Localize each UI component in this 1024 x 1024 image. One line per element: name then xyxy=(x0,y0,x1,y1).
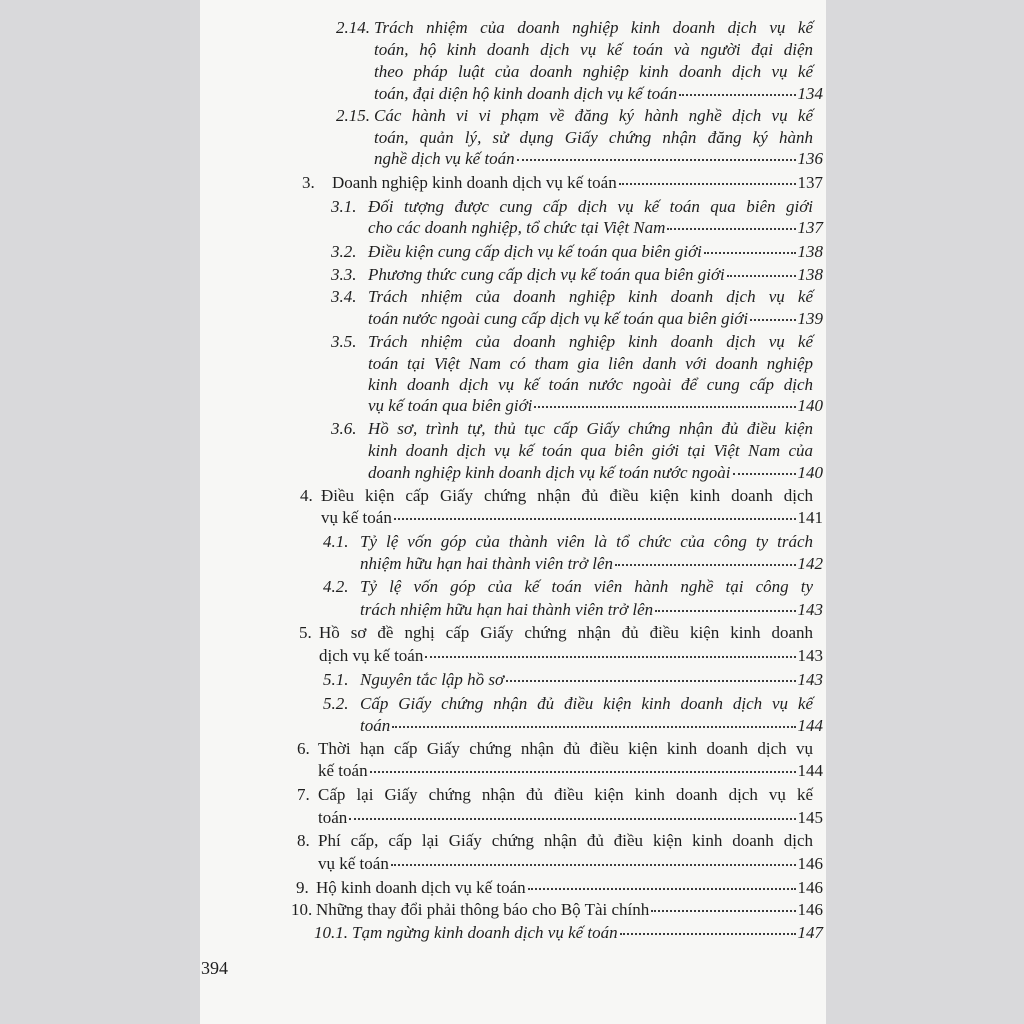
toc-entry-title: nghề dịch vụ kế toán xyxy=(374,149,515,168)
toc-entry-number: 9. xyxy=(296,878,309,897)
toc-entry-number: 10. xyxy=(291,900,313,919)
toc-entry-number: 3.4. xyxy=(331,287,357,306)
toc-entry-title: Tỷ lệ vốn góp của kế toán viên hành nghề tại công ty xyxy=(360,577,813,596)
toc-entry-page: 144 xyxy=(797,761,823,780)
toc-entry xyxy=(323,532,813,552)
toc-entry-title: toán, quản lý, sử dụng Giấy chứng nhận đăng ký hành xyxy=(374,128,813,147)
toc-entry-title: dịch vụ kế toán xyxy=(319,646,424,665)
dot-leader xyxy=(733,472,796,475)
toc-entry-number: 4.1. xyxy=(323,532,349,551)
toc-entry xyxy=(323,694,813,714)
dot-leader xyxy=(370,770,796,773)
toc-entry-page: 146 xyxy=(797,854,823,873)
toc-entry-page: 136 xyxy=(797,149,823,168)
dot-leader xyxy=(615,563,795,566)
toc-entry-number: 8. xyxy=(297,831,310,850)
dot-leader xyxy=(655,609,795,612)
toc-entry-title: Cấp lại Giấy chứng nhận đủ điều kiện kinh doanh dịch vụ kế xyxy=(318,785,813,804)
toc-entry-title: toán xyxy=(360,716,391,735)
toc-entry-title: Trách nhiệm của doanh nghiệp kinh doanh dịch vụ kế xyxy=(368,332,813,351)
dot-leader xyxy=(392,725,795,728)
toc-entry xyxy=(368,396,823,416)
toc-entry-title: trách nhiệm hữu hạn hai thành viên trở lên xyxy=(360,600,654,619)
dot-leader xyxy=(391,863,796,866)
toc-entry xyxy=(368,309,823,329)
toc-entry xyxy=(323,577,813,597)
toc-entry-number: 2.14. xyxy=(336,18,370,37)
toc-entry-number: 5.2. xyxy=(323,694,349,713)
toc-entry-title: kinh doanh dịch vụ kế toán qua biên giới tại Việt Nam của xyxy=(368,441,813,460)
toc-entry-number: 10.1. xyxy=(314,923,348,942)
dot-leader xyxy=(651,909,795,912)
toc-entry xyxy=(336,18,813,38)
toc-entry-page: 146 xyxy=(797,900,823,919)
toc-entry-page: 143 xyxy=(797,670,823,689)
dot-leader xyxy=(534,405,795,408)
dot-leader xyxy=(750,318,795,321)
toc-entry-title: Hồ sơ, trình tự, thủ tục cấp Giấy chứng nhận đủ điều kiện xyxy=(368,419,813,438)
toc-entry xyxy=(336,106,813,126)
toc-entry xyxy=(323,670,823,690)
toc-entry-page: 137 xyxy=(797,173,823,192)
toc-entry xyxy=(374,62,813,82)
toc-entry-title: Những thay đổi phải thông báo cho Bộ Tài chính xyxy=(316,900,650,919)
toc-entry-page: 146 xyxy=(797,878,823,897)
toc-entry-page: 142 xyxy=(797,554,823,573)
dot-leader xyxy=(667,227,795,230)
toc-entry-title: Đối tượng được cung cấp dịch vụ kế toán qua biên giới xyxy=(368,197,813,216)
toc-entry xyxy=(368,441,813,461)
toc-entry-title: Phí cấp, cấp lại Giấy chứng nhận đủ điều kiện kinh doanh dịch xyxy=(318,831,813,850)
toc-entry-title: toán tại Việt Nam có tham gia liên danh với doanh nghiệp xyxy=(368,354,813,373)
dot-leader xyxy=(425,655,795,658)
toc-entry-number: 3.2. xyxy=(331,242,357,261)
toc-entry xyxy=(360,554,823,574)
toc-entry-number: 4. xyxy=(300,486,313,505)
toc-entry-title: Thời hạn cấp Giấy chứng nhận đủ điều kiện kinh doanh dịch vụ xyxy=(318,739,813,758)
toc-entry-title: Trách nhiệm của doanh nghiệp kinh doanh dịch vụ kế xyxy=(368,287,813,306)
book-page xyxy=(200,0,826,1024)
toc-entry xyxy=(318,854,823,874)
toc-entry xyxy=(318,761,823,781)
toc-entry-number: 5. xyxy=(299,623,312,642)
toc-entry-page: 143 xyxy=(797,646,823,665)
toc-entry xyxy=(302,173,823,193)
toc-entry xyxy=(314,923,823,943)
toc-entry xyxy=(299,623,813,643)
toc-entry-page: 138 xyxy=(797,265,823,284)
toc-entry xyxy=(331,242,823,262)
dot-leader xyxy=(349,817,795,820)
dot-leader xyxy=(679,93,795,96)
toc-entry xyxy=(374,40,813,60)
toc-entry xyxy=(368,375,813,395)
toc-entry-page: 139 xyxy=(797,309,823,328)
toc-entry-page: 147 xyxy=(797,923,823,942)
toc-entry-page: 138 xyxy=(797,242,823,261)
toc-entry xyxy=(296,878,823,898)
toc-entry-title: vụ kế toán xyxy=(318,854,389,873)
toc-entry xyxy=(331,332,813,352)
toc-entry xyxy=(319,646,823,666)
toc-entry xyxy=(360,716,823,736)
toc-entry-page: 137 xyxy=(797,218,823,237)
toc-entry-page: 145 xyxy=(797,808,823,827)
toc-entry xyxy=(368,354,813,374)
toc-entry xyxy=(368,463,823,483)
toc-entry xyxy=(297,831,813,851)
dot-leader xyxy=(619,182,796,185)
toc-entry-title: vụ kế toán qua biên giới xyxy=(368,396,533,415)
toc-entry-number: 3.1. xyxy=(331,197,357,216)
toc-entry-page: 134 xyxy=(797,84,823,103)
dot-leader xyxy=(506,679,795,682)
toc-entry-number: 3.6. xyxy=(331,419,357,438)
toc-entry-title: cho các doanh nghiệp, tổ chức tại Việt Nam xyxy=(368,218,666,237)
toc-entry-title: Phương thức cung cấp dịch vụ kế toán qua biên giới xyxy=(368,265,725,284)
toc-entry-title: theo pháp luật của doanh nghiệp kinh doanh dịch vụ kế xyxy=(374,62,813,81)
toc-entry-number: 3.3. xyxy=(331,265,357,284)
toc-entry-title: toán, hộ kinh doanh dịch vụ kế toán và người đại diện xyxy=(374,40,813,59)
toc-entry xyxy=(331,419,813,439)
page-number: 394 xyxy=(201,958,228,978)
toc-entry-title: Trách nhiệm của doanh nghiệp kinh doanh dịch vụ kế xyxy=(374,18,813,37)
toc-entry-page: 140 xyxy=(797,396,823,415)
toc-entry xyxy=(297,739,813,759)
toc-entry xyxy=(318,808,823,828)
toc-entry-title: Hộ kinh doanh dịch vụ kế toán xyxy=(316,878,526,897)
toc-entry xyxy=(300,486,813,506)
toc-entry xyxy=(331,287,813,307)
toc-entry-title: Nguyên tắc lập hồ sơ xyxy=(360,670,505,689)
toc-entry-title: Tạm ngừng kinh doanh dịch vụ kế toán xyxy=(352,923,618,942)
toc-entry-page: 140 xyxy=(797,463,823,482)
toc-entry xyxy=(291,900,823,920)
toc-entry-number: 7. xyxy=(297,785,310,804)
toc-entry-title: Điều kiện cấp Giấy chứng nhận đủ điều kiện kinh doanh dịch xyxy=(321,486,813,505)
toc-entry xyxy=(374,128,813,148)
toc-entry-title: nhiệm hữu hạn hai thành viên trở lên xyxy=(360,554,614,573)
toc-entry-title: Tỷ lệ vốn góp của thành viên là tổ chức của công ty trách xyxy=(360,532,813,551)
toc-entry xyxy=(321,508,823,528)
toc-entry-title: Cấp Giấy chứng nhận đủ điều kiện kinh doanh dịch vụ kế xyxy=(360,694,813,713)
dot-leader xyxy=(394,517,796,520)
toc-entry-title: Hồ sơ đề nghị cấp Giấy chứng nhận đủ điều kiện kinh doanh xyxy=(319,623,813,642)
toc-entry-page: 143 xyxy=(797,600,823,619)
dot-leader xyxy=(727,274,796,277)
toc-entry-title: Điều kiện cung cấp dịch vụ kế toán qua biên giới xyxy=(368,242,702,261)
toc-entry-page: 141 xyxy=(797,508,823,527)
toc-entry-number: 6. xyxy=(297,739,310,758)
toc-entry xyxy=(360,600,823,620)
dot-leader xyxy=(528,887,796,890)
dot-leader xyxy=(517,158,796,161)
toc-entry-page: 144 xyxy=(797,716,823,735)
toc-entry xyxy=(374,149,823,169)
table-of-contents xyxy=(200,0,826,1024)
dot-leader xyxy=(620,932,796,935)
toc-entry-title: kế toán xyxy=(318,761,368,780)
toc-entry-title: toán, đại diện hộ kinh doanh dịch vụ kế toán xyxy=(374,84,678,103)
toc-entry-title: toán nước ngoài cung cấp dịch vụ kế toán qua biên giới xyxy=(368,309,749,328)
toc-entry xyxy=(331,265,823,285)
toc-entry-title: Các hành vi vi phạm về đăng ký hành nghề dịch vụ kế xyxy=(374,106,813,125)
toc-entry xyxy=(297,785,813,805)
toc-entry xyxy=(331,197,813,217)
toc-entry-title: toán xyxy=(318,808,348,827)
toc-entry-title: vụ kế toán xyxy=(321,508,392,527)
toc-entry-title: kinh doanh dịch vụ kế toán nước ngoài để cung cấp dịch xyxy=(368,375,813,394)
toc-entry-title: doanh nghiệp kinh doanh dịch vụ kế toán nước ngoài xyxy=(368,463,731,482)
toc-entry-number: 2.15. xyxy=(336,106,370,125)
toc-entry-number: 3. xyxy=(302,173,315,192)
dot-leader xyxy=(704,251,796,254)
toc-entry-number: 4.2. xyxy=(323,577,349,596)
toc-entry-number: 3.5. xyxy=(331,332,357,351)
toc-entry-title: Doanh nghiệp kinh doanh dịch vụ kế toán xyxy=(332,173,617,192)
toc-entry xyxy=(368,218,823,238)
toc-entry xyxy=(374,84,823,104)
toc-entry-number: 5.1. xyxy=(323,670,349,689)
